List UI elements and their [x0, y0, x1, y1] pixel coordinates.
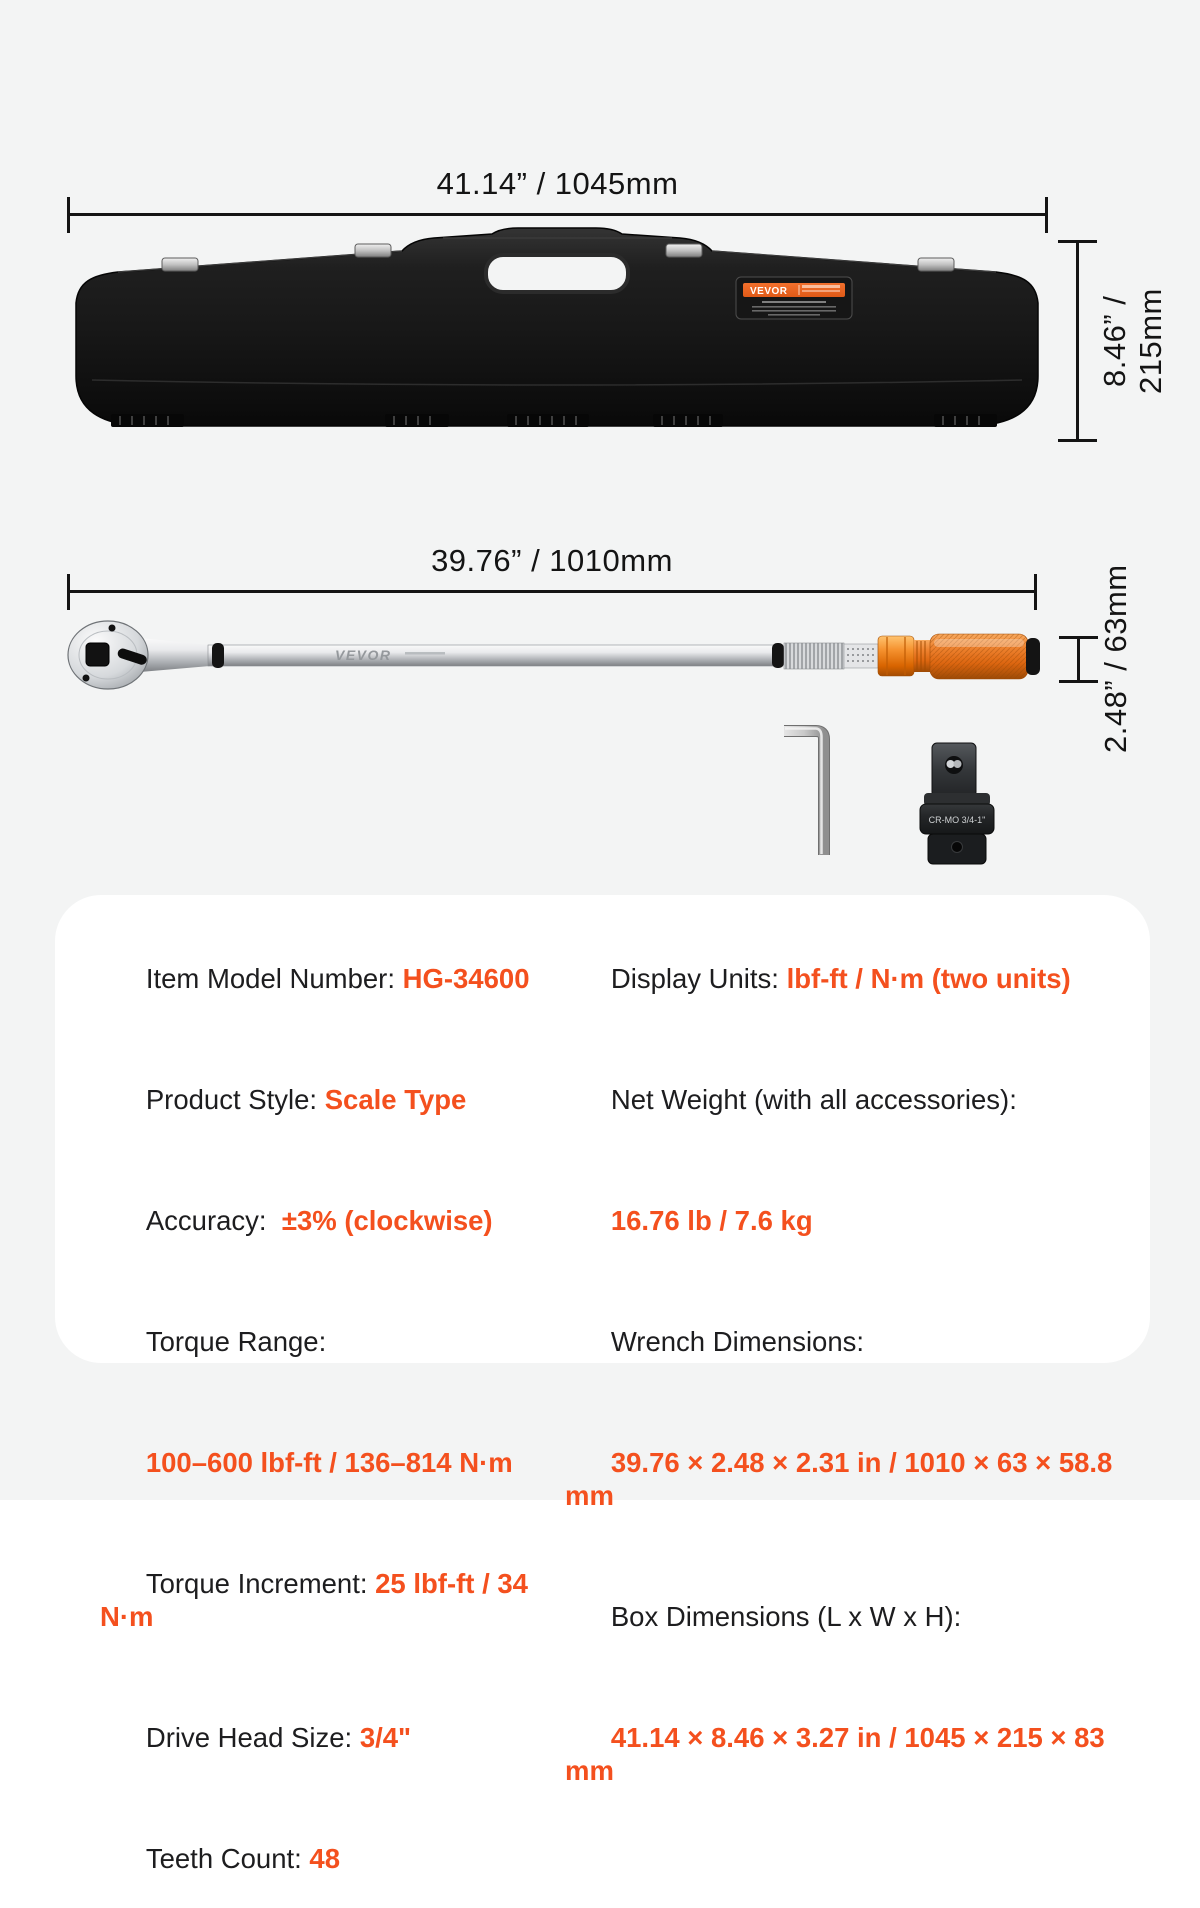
wrench-ratchet-head	[68, 621, 148, 689]
dimension-tick	[67, 574, 70, 610]
spec-box-dimensions-value: 41.14 × 8.46 × 3.27 in / 1045 × 215 × 83 mm	[565, 1722, 1113, 1786]
case-label	[736, 277, 852, 319]
spec-torque-range-value: 100–600 lbf-ft / 136–814 N·m	[145, 1447, 513, 1478]
adapter-illustration	[916, 737, 998, 869]
wrench-square-drive	[86, 643, 109, 666]
case-label-brand: VEVOR	[750, 286, 788, 297]
dimension-tick	[1059, 636, 1098, 639]
spec-display-units: Display Units: lbf-ft / N·m (two units)	[610, 963, 1071, 994]
spec-drive-head-size: Drive Head Size: 3/4"	[145, 1722, 412, 1753]
wrench-height-dimension-line	[1077, 636, 1080, 683]
spec-column-left	[100, 929, 550, 1908]
dimension-tick	[1058, 439, 1097, 442]
spec-item-model-number: Item Model Number: HG-34600	[145, 963, 530, 994]
spec-torque-range-label: Torque Range:	[145, 1326, 327, 1357]
spec-net-weight-label: Net Weight (with all accessories):	[610, 1084, 1017, 1115]
wrench-neck	[140, 638, 210, 672]
spec-product-style: Product Style: Scale Type	[145, 1084, 467, 1115]
spec-net-weight-value: 16.76 lb / 7.6 kg	[610, 1205, 813, 1236]
wrench-end-cap	[1026, 638, 1040, 675]
wrench-lock-collar	[878, 636, 914, 676]
wrench-length-dimension-line	[67, 590, 1037, 593]
spec-accuracy: Accuracy: ±3% (clockwise)	[145, 1205, 493, 1236]
case-height-dimension-line	[1076, 240, 1079, 442]
spec-teeth-count: Teeth Count: 48	[145, 1843, 341, 1874]
case-latch	[666, 244, 702, 257]
adapter-marking: CR-MO 3/4-1"	[928, 815, 986, 825]
dimension-tick	[1034, 574, 1037, 610]
spec-torque-increment: Torque Increment: 25 lbf-ft / 34 N·m	[100, 1568, 536, 1632]
wrench-knurled-section	[784, 643, 844, 669]
wrench-brand-engraving: VEVOR	[335, 647, 392, 663]
wrench-grip	[930, 634, 1028, 679]
spec-column-right	[565, 929, 1135, 1820]
spec-box-dimensions-label: Box Dimensions (L x W x H):	[610, 1601, 962, 1632]
case-latch	[355, 244, 391, 257]
case-latch	[162, 258, 198, 271]
case-illustration	[62, 228, 1052, 453]
case-latch	[918, 258, 954, 271]
wrench-rubber-ring	[212, 643, 224, 668]
wrench-rubber-ring	[772, 643, 784, 668]
spec-wrench-dimensions-value: 39.76 × 2.48 × 2.31 in / 1010 × 63 × 58.8 mm	[565, 1447, 1120, 1511]
spec-wrench-dimensions-label: Wrench Dimensions:	[610, 1326, 865, 1357]
hex-key-illustration	[772, 714, 842, 864]
wrench-illustration	[60, 608, 1050, 728]
dimension-tick	[1059, 680, 1098, 683]
dimension-tick	[1058, 240, 1097, 243]
wrench-scale-window	[844, 644, 878, 668]
wrench-height-label: 2.48” / 63mm	[1098, 564, 1133, 754]
wrench-length-label: 39.76” / 1010mm	[431, 543, 673, 578]
wrench-shaft	[208, 645, 778, 666]
case-handle-cutout	[486, 255, 628, 292]
case-length-label: 41.14” / 1045mm	[436, 166, 679, 201]
case-length-dimension-line	[67, 213, 1048, 216]
case-height-label: 8.46” / 215mm	[1097, 288, 1168, 394]
